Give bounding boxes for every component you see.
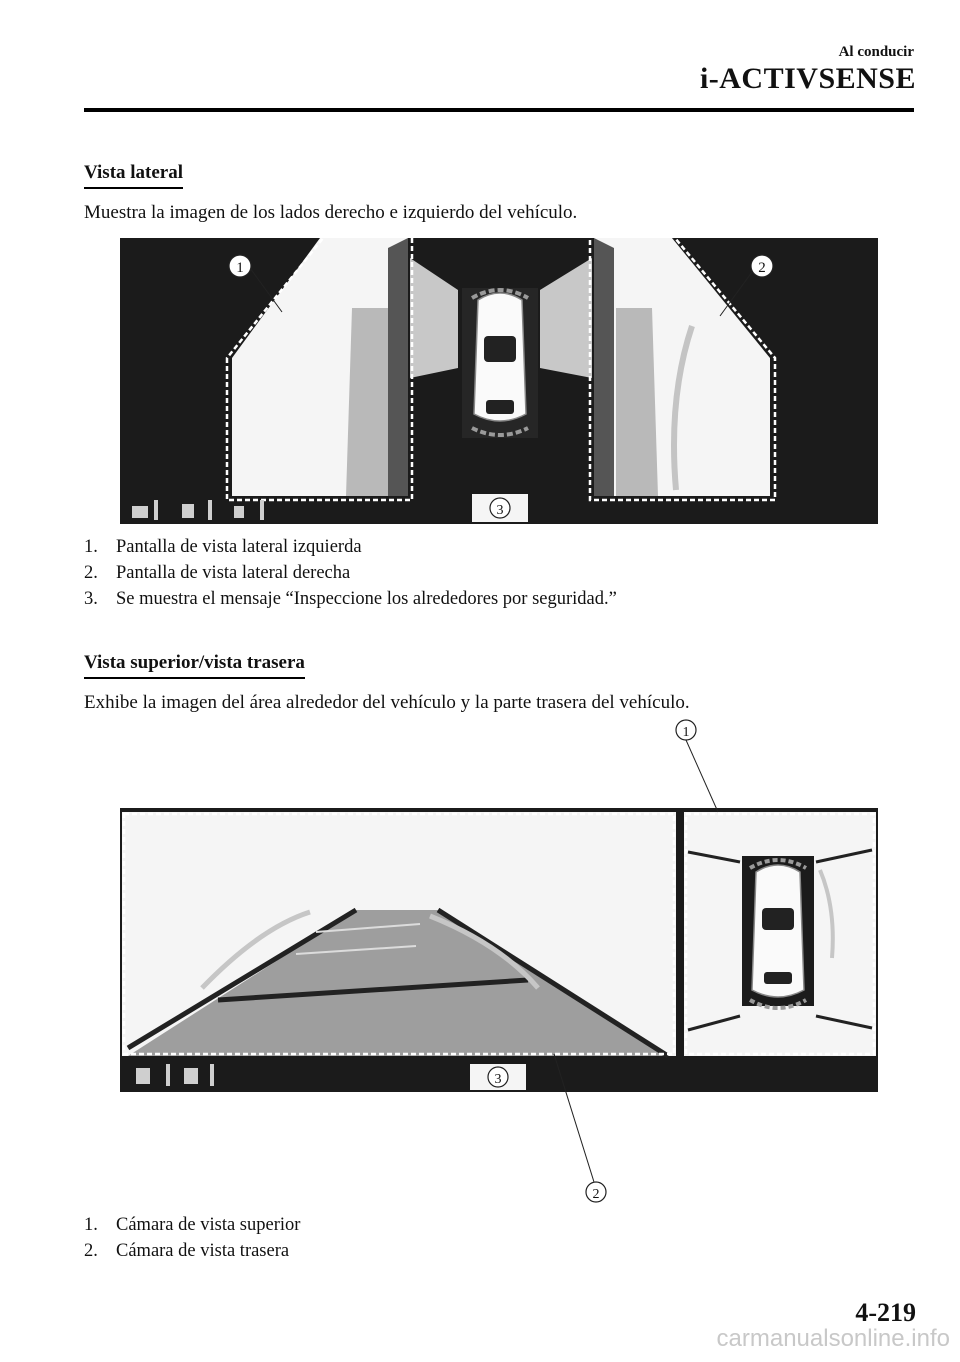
list-item	[84, 586, 617, 612]
chapter-title: i-ACTIVSENSE	[699, 62, 916, 95]
callout-2-label: 2	[592, 1187, 600, 1202]
callout-3-label: 3	[494, 1072, 502, 1087]
watermark: carmanualsonline.info	[716, 1325, 950, 1352]
list-item-text: Pantalla de vista lateral izquierda	[116, 537, 362, 557]
callout-1-label: 1	[236, 260, 244, 276]
callout-1-label: 1	[682, 725, 690, 740]
list-item-text: Cámara de vista trasera	[116, 1241, 290, 1261]
list-item-text: Cámara de vista superior	[116, 1215, 301, 1235]
list-item-number: 3.	[84, 589, 98, 609]
page-number: 4-219	[855, 1298, 916, 1327]
section-description: Exhibe la imagen del área alrededor del vehículo y la parte trasera del vehículo.	[84, 692, 690, 713]
section-title-vista-superior: Vista superior/vista trasera	[84, 652, 305, 679]
list-item-text: Se muestra el mensaje “Inspeccione los alrededores por seguridad.”	[116, 589, 617, 609]
list-item-number: 1.	[84, 537, 98, 557]
list-item-number: 1.	[84, 1215, 98, 1235]
chapter-label: Al conducir	[838, 44, 914, 60]
list-item	[84, 1238, 300, 1264]
callout-3-label: 3	[496, 503, 504, 518]
center-car-icon	[462, 288, 538, 438]
side-view-legend	[84, 534, 617, 612]
list-item	[84, 560, 617, 586]
callout-2-label: 2	[758, 260, 766, 276]
list-item	[84, 1212, 300, 1238]
list-item-text: Pantalla de vista lateral derecha	[116, 563, 351, 583]
top-view-screen	[684, 812, 876, 1056]
header-rule	[84, 108, 914, 112]
list-item-number: 2.	[84, 563, 98, 583]
rear-view-screen	[122, 812, 676, 1056]
top-rear-view-figure	[120, 718, 880, 1208]
top-rear-view-legend	[84, 1212, 300, 1264]
section-description: Muestra la imagen de los lados derecho e izquierdo del vehículo.	[84, 202, 578, 223]
list-item	[84, 534, 617, 560]
section-title-vista-lateral: Vista lateral	[84, 162, 183, 189]
side-view-figure	[120, 228, 878, 524]
list-item-number: 2.	[84, 1241, 98, 1261]
